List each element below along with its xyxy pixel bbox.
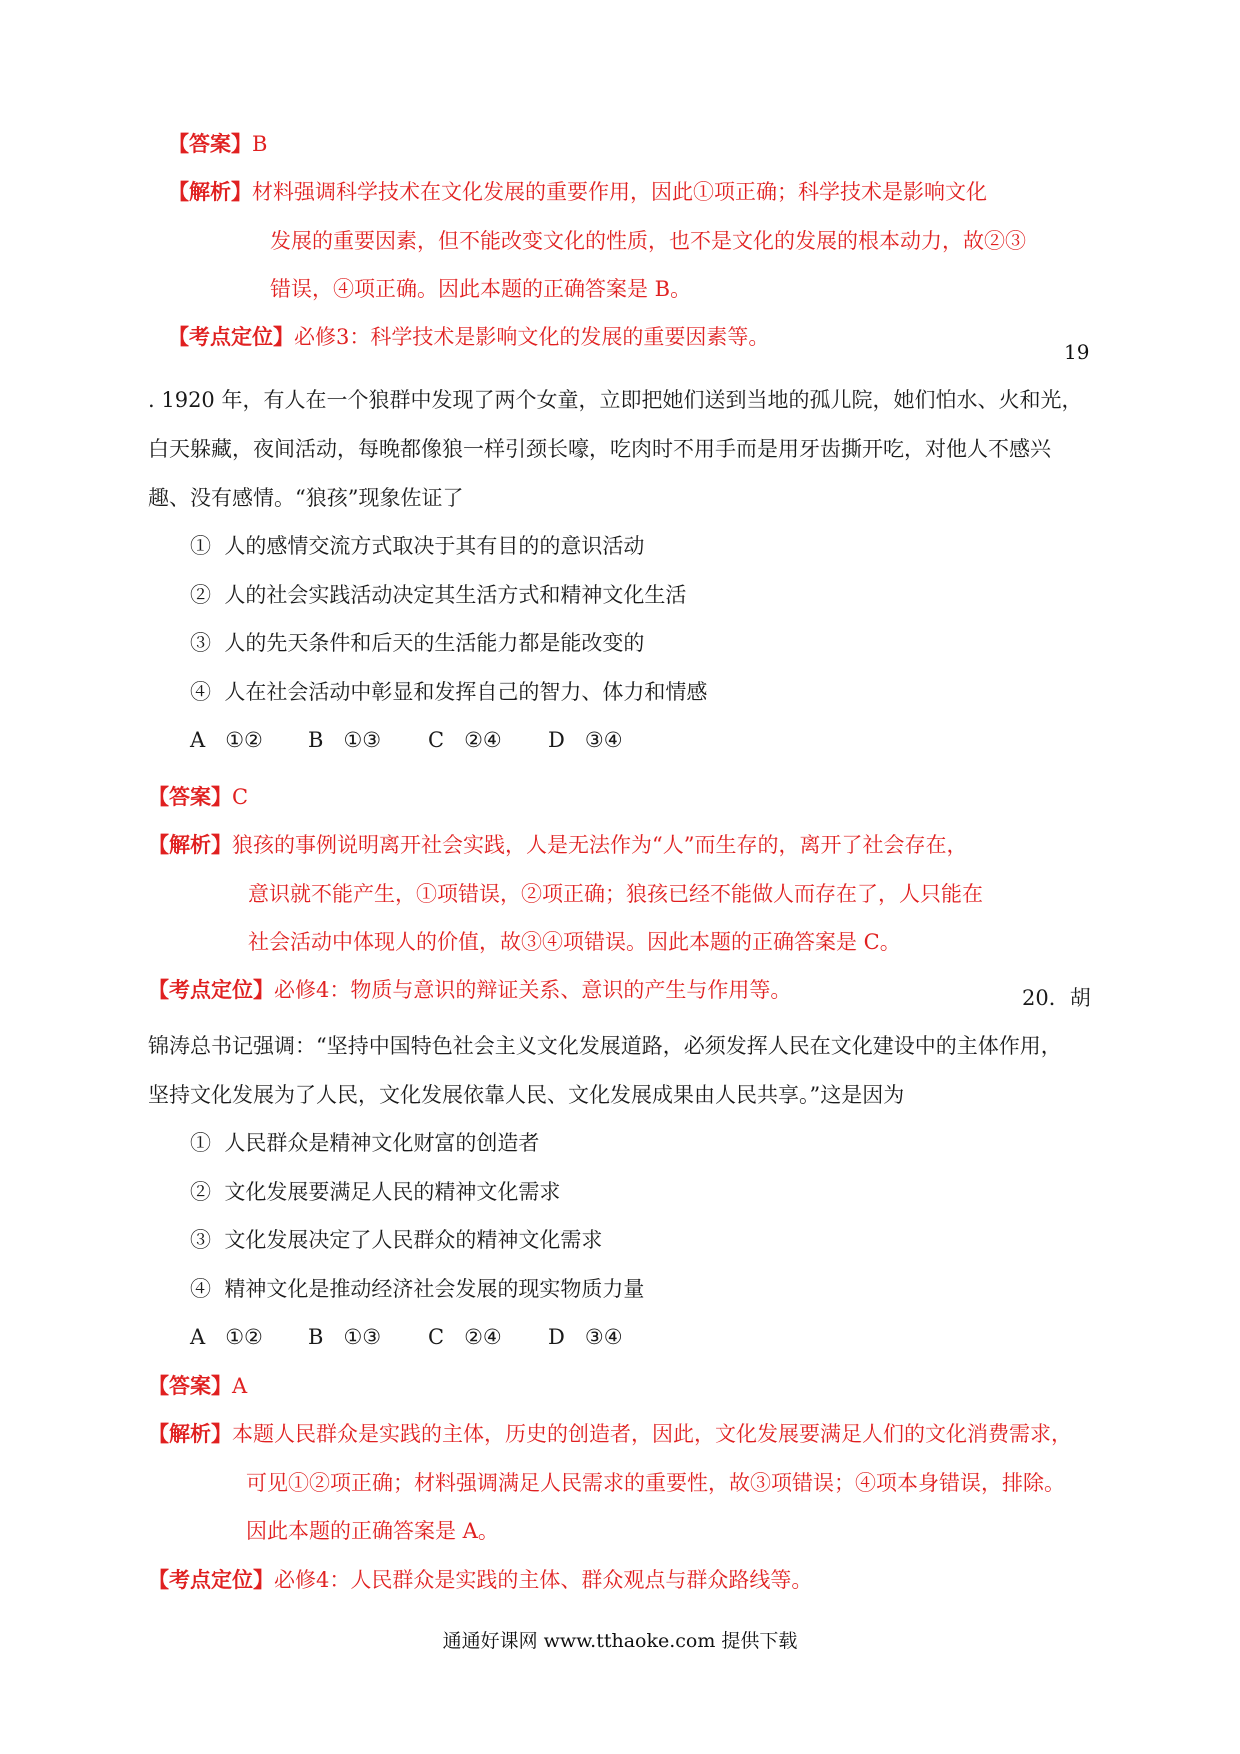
answer-tag: 【答案】 bbox=[148, 1373, 232, 1398]
choice-d: D ③④ bbox=[548, 728, 623, 752]
q18-analysis-line-2: 发展的重要因素，但不能改变文化的性质，也不是文化的发展的根本动力，故②③ bbox=[270, 229, 1026, 253]
choice-b: B ①③ bbox=[308, 728, 382, 752]
answer-tag: 【答案】 bbox=[148, 784, 232, 809]
choice-a: A ①② bbox=[190, 728, 263, 752]
q19-stem-line-3: 趣、没有感情。“狼孩”现象佐证了 bbox=[148, 486, 464, 510]
q19-point: 【考点定位】必修4：物质与意识的辩证关系、意识的产生与作用等。 bbox=[148, 977, 792, 1002]
q20-analysis-line-2: 可见①②项正确；材料强调满足人民需求的重要性，故③项错误；④项本身错误，排除。 bbox=[246, 1471, 1065, 1495]
answer-tag: 【答案】 bbox=[168, 131, 252, 156]
q20-stem-line-2: 坚持文化发展为了人民，文化发展依靠人民、文化发展成果由人民共享。”这是因为 bbox=[148, 1083, 905, 1107]
q18-point: 【考点定位】必修3：科学技术是影响文化的发展的重要因素等。 bbox=[168, 324, 770, 349]
point-tag: 【考点定位】 bbox=[148, 1567, 274, 1592]
answer-value: B bbox=[252, 132, 268, 156]
q19-option-2: ② 人的社会实践活动决定其生活方式和精神文化生活 bbox=[190, 583, 687, 607]
choice-d: D ③④ bbox=[548, 1325, 623, 1349]
choice-c: C ②④ bbox=[428, 728, 502, 752]
q19-choices bbox=[190, 725, 623, 755]
q19-option-4: ④ 人在社会活动中彰显和发挥自己的智力、体力和情感 bbox=[190, 680, 708, 704]
analysis-tag: 【解析】 bbox=[148, 832, 232, 857]
q19-stem-line-2: 白天躲藏，夜间活动，每晚都像狼一样引颈长嚎，吃肉时不用手而是用牙齿撕开吃，对他人不感兴 bbox=[148, 437, 1051, 461]
q20-stem-line-1: 锦涛总书记强调：“坚持中国特色社会主义文化发展道路，必须发挥人民在文化建设中的主体作用， bbox=[148, 1034, 1062, 1058]
q20-option-4: ④ 精神文化是推动经济社会发展的现实物质力量 bbox=[190, 1277, 645, 1301]
q19-option-3: ③ 人的先天条件和后天的生活能力都是能改变的 bbox=[190, 631, 645, 655]
q19-number: 19 bbox=[1064, 340, 1090, 364]
q19-answer bbox=[148, 782, 248, 812]
choice-c: C ②④ bbox=[428, 1325, 502, 1349]
q19-analysis-line-2: 意识就不能产生，①项错误，②项正确；狼孩已经不能做人而存在了，人只能在 bbox=[248, 882, 983, 906]
q20-analysis-line-1: 【解析】本题人民群众是实践的主体，历史的创造者，因此，文化发展要满足人们的文化消费需求， bbox=[148, 1421, 1072, 1446]
q18-analysis-line-1: 【解析】材料强调科学技术在文化发展的重要作用，因此①项正确；科学技术是影响文化 bbox=[168, 179, 987, 204]
q20-point: 【考点定位】必修4：人民群众是实践的主体、群众观点与群众路线等。 bbox=[148, 1567, 813, 1592]
q20-option-2: ② 文化发展要满足人民的精神文化需求 bbox=[190, 1180, 561, 1204]
q20-number: 20．胡 bbox=[1022, 986, 1091, 1010]
q19-analysis-line-3: 社会活动中体现人的价值，故③④项错误。因此本题的正确答案是 C。 bbox=[248, 930, 901, 954]
choice-a: A ①② bbox=[190, 1325, 263, 1349]
answer-value: C bbox=[232, 785, 249, 809]
q18-answer bbox=[168, 129, 267, 159]
q20-option-1: ① 人民群众是精神文化财富的创造者 bbox=[190, 1131, 540, 1155]
analysis-tag: 【解析】 bbox=[148, 1421, 232, 1446]
q20-analysis-line-3: 因此本题的正确答案是 A。 bbox=[246, 1519, 499, 1543]
q18-analysis-line-3: 错误，④项正确。因此本题的正确答案是 B。 bbox=[270, 277, 692, 301]
analysis-tag: 【解析】 bbox=[168, 179, 252, 204]
q20-option-3: ③ 文化发展决定了人民群众的精神文化需求 bbox=[190, 1228, 603, 1252]
choice-b: B ①③ bbox=[308, 1325, 382, 1349]
q20-answer bbox=[148, 1371, 247, 1401]
q20-choices bbox=[190, 1322, 623, 1352]
q19-option-1: ① 人的感情交流方式取决于其有目的的意识活动 bbox=[190, 534, 645, 558]
point-tag: 【考点定位】 bbox=[168, 324, 294, 349]
point-tag: 【考点定位】 bbox=[148, 977, 274, 1002]
answer-value: A bbox=[232, 1374, 248, 1398]
q19-analysis-line-1: 【解析】狼孩的事例说明离开社会实践，人是无法作为“人”而生存的，离开了社会存在， bbox=[148, 832, 968, 857]
page-footer: 通通好课网 www.tthaoke.com 提供下载 bbox=[442, 1630, 798, 1652]
q19-stem-line-1: . 1920 年，有人在一个狼群中发现了两个女童，立即把她们送到当地的孤儿院，她们怕水、火和光， bbox=[148, 388, 1083, 412]
